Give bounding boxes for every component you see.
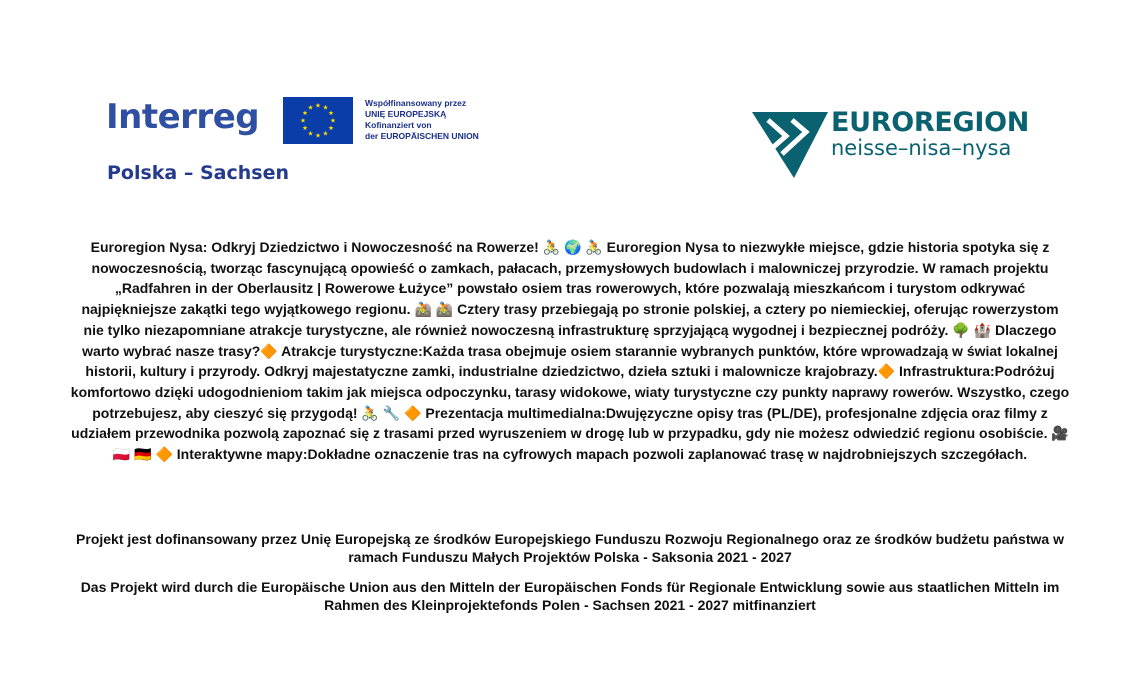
euroregion-emblem-icon (752, 112, 828, 178)
article-text: Interaktywne mapy:Dokładne oznaczenie tras na cyfrowych mapach pozwoli zaplanować trasę w najdrobniejszych szczegółach. (172, 446, 1028, 463)
eu-cofinancing-line: UNIĘ EUROPEJSKĄ (365, 109, 447, 119)
eu-cofinancing-line: Kofinanziert von (365, 120, 432, 130)
funding-note-german: Das Projekt wird durch die Europäische Union aus den Mitteln der Europäischen Fonds für Regionale Entwicklung sowie aus staatlichen Mitteln im Rahmen des Kleinprojektefonds Polen - Sachsen 2021 - 2027 mitfinanziert (80, 579, 1060, 613)
eu-flag-icon (283, 97, 353, 144)
funding-note-polish: Projekt jest dofinansowany przez Unię Europejską ze środków Europejskiego Funduszu Rozwoju Regionalnego oraz ze środków budżetu państwa w ramach Funduszu Małych Projektów Polska - Saksonia 2021 - 2027 (76, 531, 1064, 565)
euroregion-logo: EUROREGION (831, 107, 1030, 138)
eu-cofinancing-line: der EUROPÄISCHEN UNION (365, 131, 479, 141)
eu-cofinancing-line: Współfinansowany przez (365, 98, 467, 108)
article-text: Infrastruktura:Podróżuj komfortowo dzięki udogodnieniom takim jak miejsca odpoczynku, tarasy widokowe, wiaty turystyczne czy punkty naprawy rowerów. Wszystko, czego potrzebujesz, aby cieszyć się przygodą! 🚴 🔧 (70, 363, 1070, 421)
orange-diamond-icon: 🔶 (404, 404, 422, 421)
article-text: Euroregion Nysa: Odkryj Dziedzictwo i Nowoczesność na Rowerze! 🚴 🌍 🚴 Euroregion Nysa to niezwykłe miejsce, gdzie historia spotyka się z nowoczesnością, tworząc fascynującą opowieść o zamkach, pałacach, przemysłowych budowlach i malowniczej przyrodzie. W ramach projektu „Radfahren in der Oberlausitz | Rowerowe Łużyce” powstało osiem tras rowerowych, które pozwalają mieszkańcom i turystom odkrywać najpiękniejsze zakątki tego wyjątkowego regionu. 🚵 🚵 Cztery trasy przebiegają po stronie polskiej, a cztery po niemieckiej, oferując rowerzystom nie tylko niezapomniane atrakcje turystyczne, ale również nowoczesną infrastrukturę sprzyjającą wygodnej i bezpiecznej podróży. 🌳 🏰 Dlaczego warto wybrać nasze trasy? (81, 239, 1059, 359)
article-text: Atrakcje turystyczne:Każda trasa obejmuje osiem starannie wybranych punktów, które wprowadzają w świat lokalnej historii, kultury i przyrody. Odkryj majestatyczne zamki, industrialne dziedzictwo, dzieła sztuki i malownicze krajobrazy. (85, 342, 1058, 380)
interreg-logo: Interreg (106, 97, 260, 137)
interreg-region-label: Polska – Sachsen (107, 162, 290, 184)
orange-diamond-icon: 🔶 (260, 342, 278, 359)
orange-diamond-icon: 🔶 (877, 363, 896, 380)
euroregion-subtitle: neisse–nisa–nysa (831, 136, 1012, 160)
orange-diamond-icon: 🔶 (155, 446, 173, 463)
article-text: Prezentacja multimedialna:Dwujęzyczne opisy tras (PL/DE), profesjonalne zdjęcia oraz filmy z udziałem przewodnika pozwolą zapoznać się z trasami przed wyruszeniem w drogę lub w przypadku, gdy nie możesz odwiedzić regionu osobiście. 🎥 🇵🇱 🇩🇪 (71, 404, 1069, 463)
logo-header (0, 0, 1140, 200)
eu-cofinancing-label (365, 98, 479, 142)
article-body (70, 237, 1070, 465)
